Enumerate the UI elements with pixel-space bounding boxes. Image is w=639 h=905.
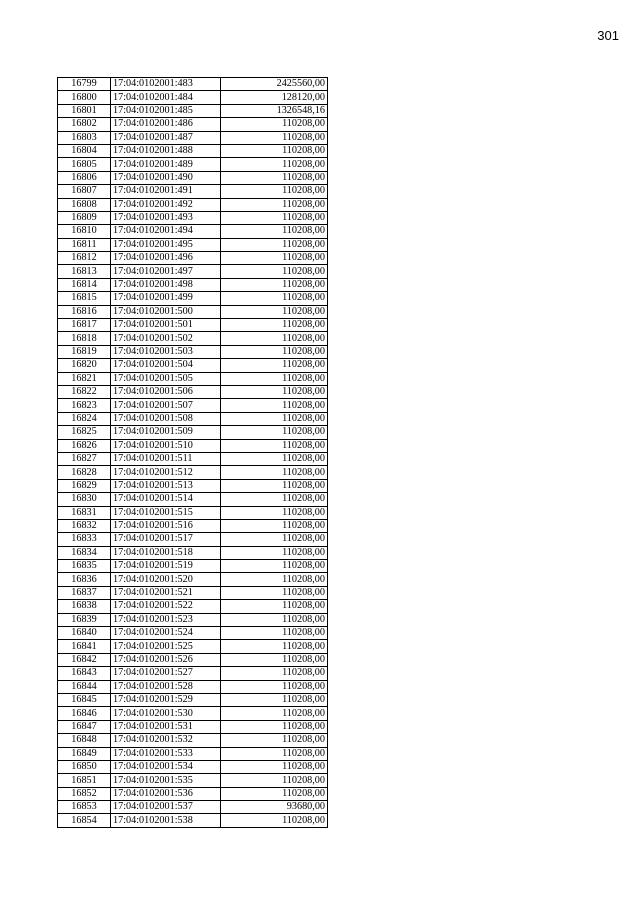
cadastral-number: 17:04:0102001:522: [111, 600, 221, 613]
table-row: [58, 693, 328, 706]
cadastral-value: 110208,00: [221, 774, 328, 787]
table-row: [58, 600, 328, 613]
cadastral-value: 110208,00: [221, 292, 328, 305]
row-index: 16804: [58, 144, 111, 157]
cadastral-value: 110208,00: [221, 426, 328, 439]
row-index: 16801: [58, 104, 111, 117]
table-row: [58, 359, 328, 372]
cadastral-value: 110208,00: [221, 747, 328, 760]
row-index: 16850: [58, 760, 111, 773]
cadastral-value: 110208,00: [221, 720, 328, 733]
cadastral-value: 1326548,16: [221, 104, 328, 117]
cadastral-number: 17:04:0102001:536: [111, 787, 221, 800]
cadastral-value: 128120,00: [221, 91, 328, 104]
cadastral-number: 17:04:0102001:530: [111, 707, 221, 720]
row-index: 16819: [58, 345, 111, 358]
cadastral-number: 17:04:0102001:508: [111, 412, 221, 425]
table-row: [58, 680, 328, 693]
cadastral-value: 110208,00: [221, 667, 328, 680]
table-row: [58, 560, 328, 573]
cadastral-number: 17:04:0102001:519: [111, 560, 221, 573]
cadastral-number: 17:04:0102001:511: [111, 452, 221, 465]
row-index: 16799: [58, 78, 111, 91]
cadastral-value: 110208,00: [221, 238, 328, 251]
cadastral-value: 110208,00: [221, 225, 328, 238]
row-index: 16839: [58, 613, 111, 626]
table-row: [58, 707, 328, 720]
cadastral-number: 17:04:0102001:499: [111, 292, 221, 305]
row-index: 16818: [58, 332, 111, 345]
row-index: 16800: [58, 91, 111, 104]
cadastral-value: 110208,00: [221, 506, 328, 519]
table-row: [58, 345, 328, 358]
row-index: 16835: [58, 560, 111, 573]
cadastral-value: 110208,00: [221, 546, 328, 559]
table-row: [58, 787, 328, 800]
table-row: [58, 265, 328, 278]
table-row: [58, 118, 328, 131]
cadastral-value: 110208,00: [221, 466, 328, 479]
cadastral-value: 110208,00: [221, 278, 328, 291]
table-row: [58, 144, 328, 157]
cadastral-number: 17:04:0102001:523: [111, 613, 221, 626]
row-index: 16812: [58, 252, 111, 265]
cadastral-number: 17:04:0102001:505: [111, 372, 221, 385]
row-index: 16836: [58, 573, 111, 586]
cadastral-number: 17:04:0102001:538: [111, 814, 221, 827]
table-row: [58, 238, 328, 251]
cadastral-number: 17:04:0102001:504: [111, 359, 221, 372]
cadastral-number: 17:04:0102001:518: [111, 546, 221, 559]
cadastral-number: 17:04:0102001:533: [111, 747, 221, 760]
row-index: 16842: [58, 653, 111, 666]
cadastral-number: 17:04:0102001:489: [111, 158, 221, 171]
cadastral-number: 17:04:0102001:510: [111, 439, 221, 452]
cadastral-number: 17:04:0102001:491: [111, 185, 221, 198]
page-number: 301: [597, 28, 619, 43]
cadastral-value: 110208,00: [221, 760, 328, 773]
table-row: [58, 613, 328, 626]
table-row: [58, 319, 328, 332]
row-index: 16830: [58, 493, 111, 506]
row-index: 16813: [58, 265, 111, 278]
cadastral-value: 110208,00: [221, 198, 328, 211]
cadastral-number: 17:04:0102001:494: [111, 225, 221, 238]
row-index: 16823: [58, 399, 111, 412]
table-row: [58, 385, 328, 398]
cadastral-value: 110208,00: [221, 171, 328, 184]
cadastral-value: 110208,00: [221, 600, 328, 613]
table-row: [58, 801, 328, 814]
table-row: [58, 91, 328, 104]
table-row: [58, 78, 328, 91]
cadastral-value: 110208,00: [221, 385, 328, 398]
cadastral-value: 110208,00: [221, 560, 328, 573]
table-row: [58, 720, 328, 733]
table-row: [58, 493, 328, 506]
cadastral-value: 110208,00: [221, 787, 328, 800]
row-index: 16807: [58, 185, 111, 198]
table-row: [58, 211, 328, 224]
table-row: [58, 627, 328, 640]
row-index: 16825: [58, 426, 111, 439]
row-index: 16849: [58, 747, 111, 760]
cadastral-number: 17:04:0102001:529: [111, 693, 221, 706]
cadastral-number: 17:04:0102001:497: [111, 265, 221, 278]
cadastral-number: 17:04:0102001:500: [111, 305, 221, 318]
cadastral-value: 110208,00: [221, 533, 328, 546]
cadastral-number: 17:04:0102001:537: [111, 801, 221, 814]
cadastral-number: 17:04:0102001:516: [111, 519, 221, 532]
cadastral-number: 17:04:0102001:483: [111, 78, 221, 91]
table-row: [58, 412, 328, 425]
cadastral-value: 110208,00: [221, 680, 328, 693]
row-index: 16848: [58, 734, 111, 747]
row-index: 16822: [58, 385, 111, 398]
cadastral-value: 110208,00: [221, 332, 328, 345]
table-row: [58, 760, 328, 773]
cadastral-value: 110208,00: [221, 185, 328, 198]
table-row: [58, 814, 328, 827]
cadastral-number: 17:04:0102001:507: [111, 399, 221, 412]
cadastral-number: 17:04:0102001:517: [111, 533, 221, 546]
row-index: 16827: [58, 452, 111, 465]
table-row: [58, 479, 328, 492]
row-index: 16846: [58, 707, 111, 720]
cadastral-value: 110208,00: [221, 627, 328, 640]
cadastral-number: 17:04:0102001:514: [111, 493, 221, 506]
cadastral-number: 17:04:0102001:512: [111, 466, 221, 479]
cadastral-number: 17:04:0102001:528: [111, 680, 221, 693]
cadastral-number: 17:04:0102001:492: [111, 198, 221, 211]
table-row: [58, 158, 328, 171]
table-row: [58, 185, 328, 198]
row-index: 16811: [58, 238, 111, 251]
table-body: [58, 78, 328, 828]
table-row: [58, 533, 328, 546]
cadastral-value: 110208,00: [221, 399, 328, 412]
cadastral-number: 17:04:0102001:535: [111, 774, 221, 787]
row-index: 16847: [58, 720, 111, 733]
row-index: 16843: [58, 667, 111, 680]
row-index: 16821: [58, 372, 111, 385]
table-row: [58, 426, 328, 439]
row-index: 16854: [58, 814, 111, 827]
cadastral-number: 17:04:0102001:484: [111, 91, 221, 104]
cadastral-number: 17:04:0102001:496: [111, 252, 221, 265]
cadastral-value: 93680,00: [221, 801, 328, 814]
table-row: [58, 573, 328, 586]
row-index: 16814: [58, 278, 111, 291]
table-row: [58, 774, 328, 787]
row-index: 16840: [58, 627, 111, 640]
cadastral-value: 110208,00: [221, 131, 328, 144]
row-index: 16802: [58, 118, 111, 131]
table-row: [58, 399, 328, 412]
cadastral-number: 17:04:0102001:531: [111, 720, 221, 733]
cadastral-number: 17:04:0102001:515: [111, 506, 221, 519]
table-row: [58, 747, 328, 760]
cadastral-value: 110208,00: [221, 519, 328, 532]
cadastral-number: 17:04:0102001:524: [111, 627, 221, 640]
table-row: [58, 225, 328, 238]
row-index: 16817: [58, 319, 111, 332]
cadastral-value: 110208,00: [221, 319, 328, 332]
cadastral-value: 110208,00: [221, 653, 328, 666]
row-index: 16841: [58, 640, 111, 653]
row-index: 16845: [58, 693, 111, 706]
table-row: [58, 466, 328, 479]
cadastral-value: 110208,00: [221, 452, 328, 465]
row-index: 16831: [58, 506, 111, 519]
cadastral-value: 110208,00: [221, 359, 328, 372]
cadastral-number: 17:04:0102001:503: [111, 345, 221, 358]
cadastral-number: 17:04:0102001:488: [111, 144, 221, 157]
cadastral-value: 110208,00: [221, 586, 328, 599]
row-index: 16805: [58, 158, 111, 171]
cadastral-value: 110208,00: [221, 573, 328, 586]
cadastral-number: 17:04:0102001:501: [111, 319, 221, 332]
cadastral-number: 17:04:0102001:527: [111, 667, 221, 680]
cadastral-number: 17:04:0102001:498: [111, 278, 221, 291]
row-index: 16803: [58, 131, 111, 144]
cadastral-number: 17:04:0102001:490: [111, 171, 221, 184]
cadastral-value: 110208,00: [221, 734, 328, 747]
cadastral-value: 110208,00: [221, 158, 328, 171]
table-row: [58, 292, 328, 305]
table-row: [58, 586, 328, 599]
cadastral-value: 110208,00: [221, 640, 328, 653]
cadastral-number: 17:04:0102001:509: [111, 426, 221, 439]
cadastral-number: 17:04:0102001:485: [111, 104, 221, 117]
table-row: [58, 452, 328, 465]
row-index: 16828: [58, 466, 111, 479]
row-index: 16820: [58, 359, 111, 372]
row-index: 16809: [58, 211, 111, 224]
cadastral-number: 17:04:0102001:493: [111, 211, 221, 224]
row-index: 16824: [58, 412, 111, 425]
row-index: 16833: [58, 533, 111, 546]
row-index: 16852: [58, 787, 111, 800]
table-row: [58, 278, 328, 291]
cadastral-number: 17:04:0102001:506: [111, 385, 221, 398]
row-index: 16826: [58, 439, 111, 452]
row-index: 16837: [58, 586, 111, 599]
cadastral-number: 17:04:0102001:521: [111, 586, 221, 599]
cadastral-value: 110208,00: [221, 814, 328, 827]
cadastral-number: 17:04:0102001:502: [111, 332, 221, 345]
cadastral-number: 17:04:0102001:513: [111, 479, 221, 492]
cadastral-value: 110208,00: [221, 345, 328, 358]
table-row: [58, 252, 328, 265]
cadastral-number: 17:04:0102001:487: [111, 131, 221, 144]
cadastral-value: 110208,00: [221, 707, 328, 720]
cadastral-value: 110208,00: [221, 493, 328, 506]
cadastral-value: 110208,00: [221, 439, 328, 452]
row-index: 16834: [58, 546, 111, 559]
table-row: [58, 372, 328, 385]
cadastral-value: 110208,00: [221, 372, 328, 385]
cadastral-value: 110208,00: [221, 211, 328, 224]
row-index: 16832: [58, 519, 111, 532]
cadastral-value: 110208,00: [221, 265, 328, 278]
table-row: [58, 653, 328, 666]
row-index: 16829: [58, 479, 111, 492]
cadastral-number: 17:04:0102001:534: [111, 760, 221, 773]
cadastral-value-table: [57, 77, 328, 828]
row-index: 16806: [58, 171, 111, 184]
cadastral-number: 17:04:0102001:526: [111, 653, 221, 666]
table-row: [58, 506, 328, 519]
table-row: [58, 546, 328, 559]
row-index: 16838: [58, 600, 111, 613]
cadastral-number: 17:04:0102001:520: [111, 573, 221, 586]
cadastral-value: 110208,00: [221, 144, 328, 157]
table-row: [58, 171, 328, 184]
cadastral-number: 17:04:0102001:525: [111, 640, 221, 653]
row-index: 16808: [58, 198, 111, 211]
cadastral-number: 17:04:0102001:495: [111, 238, 221, 251]
table-row: [58, 104, 328, 117]
cadastral-value: 110208,00: [221, 252, 328, 265]
row-index: 16853: [58, 801, 111, 814]
row-index: 16815: [58, 292, 111, 305]
cadastral-value: 110208,00: [221, 412, 328, 425]
table-row: [58, 332, 328, 345]
table-row: [58, 667, 328, 680]
cadastral-number: 17:04:0102001:486: [111, 118, 221, 131]
table-row: [58, 305, 328, 318]
table-row: [58, 198, 328, 211]
row-index: 16816: [58, 305, 111, 318]
table-row: [58, 640, 328, 653]
table-row: [58, 439, 328, 452]
table-row: [58, 734, 328, 747]
table-row: [58, 519, 328, 532]
row-index: 16810: [58, 225, 111, 238]
cadastral-value: 110208,00: [221, 693, 328, 706]
cadastral-value: 2425560,00: [221, 78, 328, 91]
cadastral-value: 110208,00: [221, 118, 328, 131]
row-index: 16844: [58, 680, 111, 693]
cadastral-value: 110208,00: [221, 479, 328, 492]
cadastral-number: 17:04:0102001:532: [111, 734, 221, 747]
cadastral-value: 110208,00: [221, 305, 328, 318]
row-index: 16851: [58, 774, 111, 787]
cadastral-value: 110208,00: [221, 613, 328, 626]
table-row: [58, 131, 328, 144]
